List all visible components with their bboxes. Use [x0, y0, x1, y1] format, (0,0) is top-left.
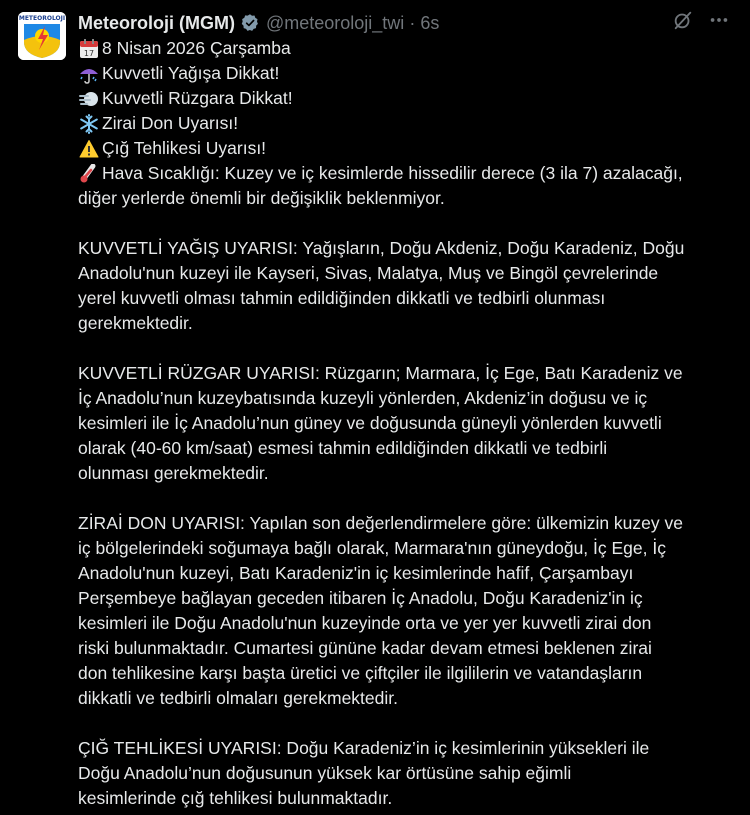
svg-text:METEOROLOJI: METEOROLOJI [18, 15, 66, 22]
header-actions [672, 9, 730, 37]
paragraph-line: kesimlerinde çığ tehlikesi bulunmaktadır. [78, 788, 393, 808]
rain-warning-paragraph [78, 236, 733, 336]
temperature-continuation: diğer yerlerde önemli bir değişiklik beklenmiyor. [78, 188, 445, 208]
paragraph-line: Doğu Anadolu’nun doğusunun yüksek kar örtüsüne sahip eğimli [78, 763, 572, 783]
avatar[interactable] [18, 12, 66, 60]
wind-icon [78, 88, 100, 110]
paragraph-line: KUVVETLİ YAĞIŞ UYARISI: Yağışların, Doğu Akdeniz, Doğu Karadeniz, Doğu [78, 238, 685, 258]
paragraph-line: gerekmektedir. [78, 313, 193, 333]
rain-alert-text: Kuvvetli Yağışa Dikkat! [102, 63, 280, 83]
timestamp[interactable]: 6s [420, 13, 440, 33]
paragraph-line: olunması gerekmektedir. [78, 463, 269, 483]
grok-icon[interactable] [672, 9, 694, 37]
frost-alert-text: Zirai Don Uyarısı! [102, 113, 239, 133]
more-options-icon[interactable] [708, 9, 730, 37]
tweet-header [78, 11, 730, 35]
paragraph-line: iç bölgelerindeki soğumaya bağlı olarak, Marmara'nın güneydoğu, İç Ege, İç [78, 538, 666, 558]
umbrella-rain-icon [78, 63, 100, 85]
mgm-logo-icon [18, 12, 66, 60]
frost-alert-line [78, 111, 733, 136]
wind-warning-paragraph [78, 361, 733, 486]
snowflake-icon [78, 113, 100, 135]
paragraph-line: kesimleri ile İç Anadolu’nun güney ve doğusunda güneyli yönlerden kuvvetli [78, 413, 662, 433]
paragraph-line: riski bulunmaktadır. Cumartesi gününe kadar devam etmesi beklenen zirai [78, 638, 652, 658]
verified-badge-icon [240, 13, 260, 33]
paragraph-line: Anadolu'nun kuzeyi, Batı Karadeniz'in iç kesimlerinde hafif, Çarşambayı [78, 563, 634, 583]
tweet-text [78, 36, 733, 811]
separator-dot: · [409, 13, 416, 33]
frost-warning-paragraph [78, 511, 733, 711]
wind-alert-text: Kuvvetli Rüzgara Dikkat! [102, 88, 293, 108]
paragraph-line: ZİRAİ DON UYARISI: Yapılan son değerlendirmelere göre: ülkemizin kuzey ve [78, 513, 683, 533]
paragraph-line: olarak (40-60 km/saat) esmesi tahmin edildiğinden dikkatli ve tedbirli [78, 438, 608, 458]
avalanche-alert-text: Çığ Tehlikesi Uyarısı! [102, 138, 267, 158]
author-name[interactable]: Meteoroloji (MGM) [78, 13, 235, 33]
paragraph-line: don tehlikesine karşı başta üretici ve çiftçiler ile ilgililerin ve vatandaşların [78, 663, 643, 683]
avalanche-warning-paragraph [78, 736, 733, 811]
temperature-line [78, 161, 733, 186]
temperature-text: Hava Sıcaklığı: Kuzey ve iç kesimlerde hissedilir derece (3 ila 7) azalacağı, [102, 163, 683, 183]
svg-text:17: 17 [83, 48, 95, 58]
paragraph-line: dikkatli ve tedbirli olmaları gerekmektedir. [78, 688, 398, 708]
date-text: 8 Nisan 2026 Çarşamba [102, 38, 291, 58]
paragraph-line: ÇIĞ TEHLİKESİ UYARISI: Doğu Karadeniz’in iç kesimlerinin yüksekleri ile [78, 738, 650, 758]
paragraph-line: yerel kuvvetli olması tahmin edildiğinden dikkatli ve tedbirli olunması [78, 288, 606, 308]
avalanche-alert-line [78, 136, 733, 161]
paragraph-line: Perşembeye bağlayan geceden itibaren İç Anadolu, Doğu Karadeniz'in iç [78, 588, 643, 608]
paragraph-line: kesimleri ile Doğu Anadolu'nun kuzeyinde orta ve yer yer kuvvetli zirai don [78, 613, 652, 633]
rain-alert-line [78, 61, 733, 86]
paragraph-line: Anadolu'nun kuzeyi ile Kayseri, Sivas, Malatya, Muş ve Bingöl çevrelerinde [78, 263, 659, 283]
wind-alert-line [78, 86, 733, 111]
thermometer-icon [78, 163, 100, 185]
author-handle[interactable]: @meteoroloji_twi [265, 13, 405, 33]
paragraph-line: İç Anadolu’nun kuzeybatısında kuzeyli yönlerden, Akdeniz’in doğusu ve iç [78, 388, 648, 408]
paragraph-line: KUVVETLİ RÜZGAR UYARISI: Rüzgarın; Marmara, İç Ege, Batı Karadeniz ve [78, 363, 683, 383]
calendar-icon [78, 38, 100, 60]
date-line [78, 36, 733, 61]
warning-icon [78, 138, 100, 160]
